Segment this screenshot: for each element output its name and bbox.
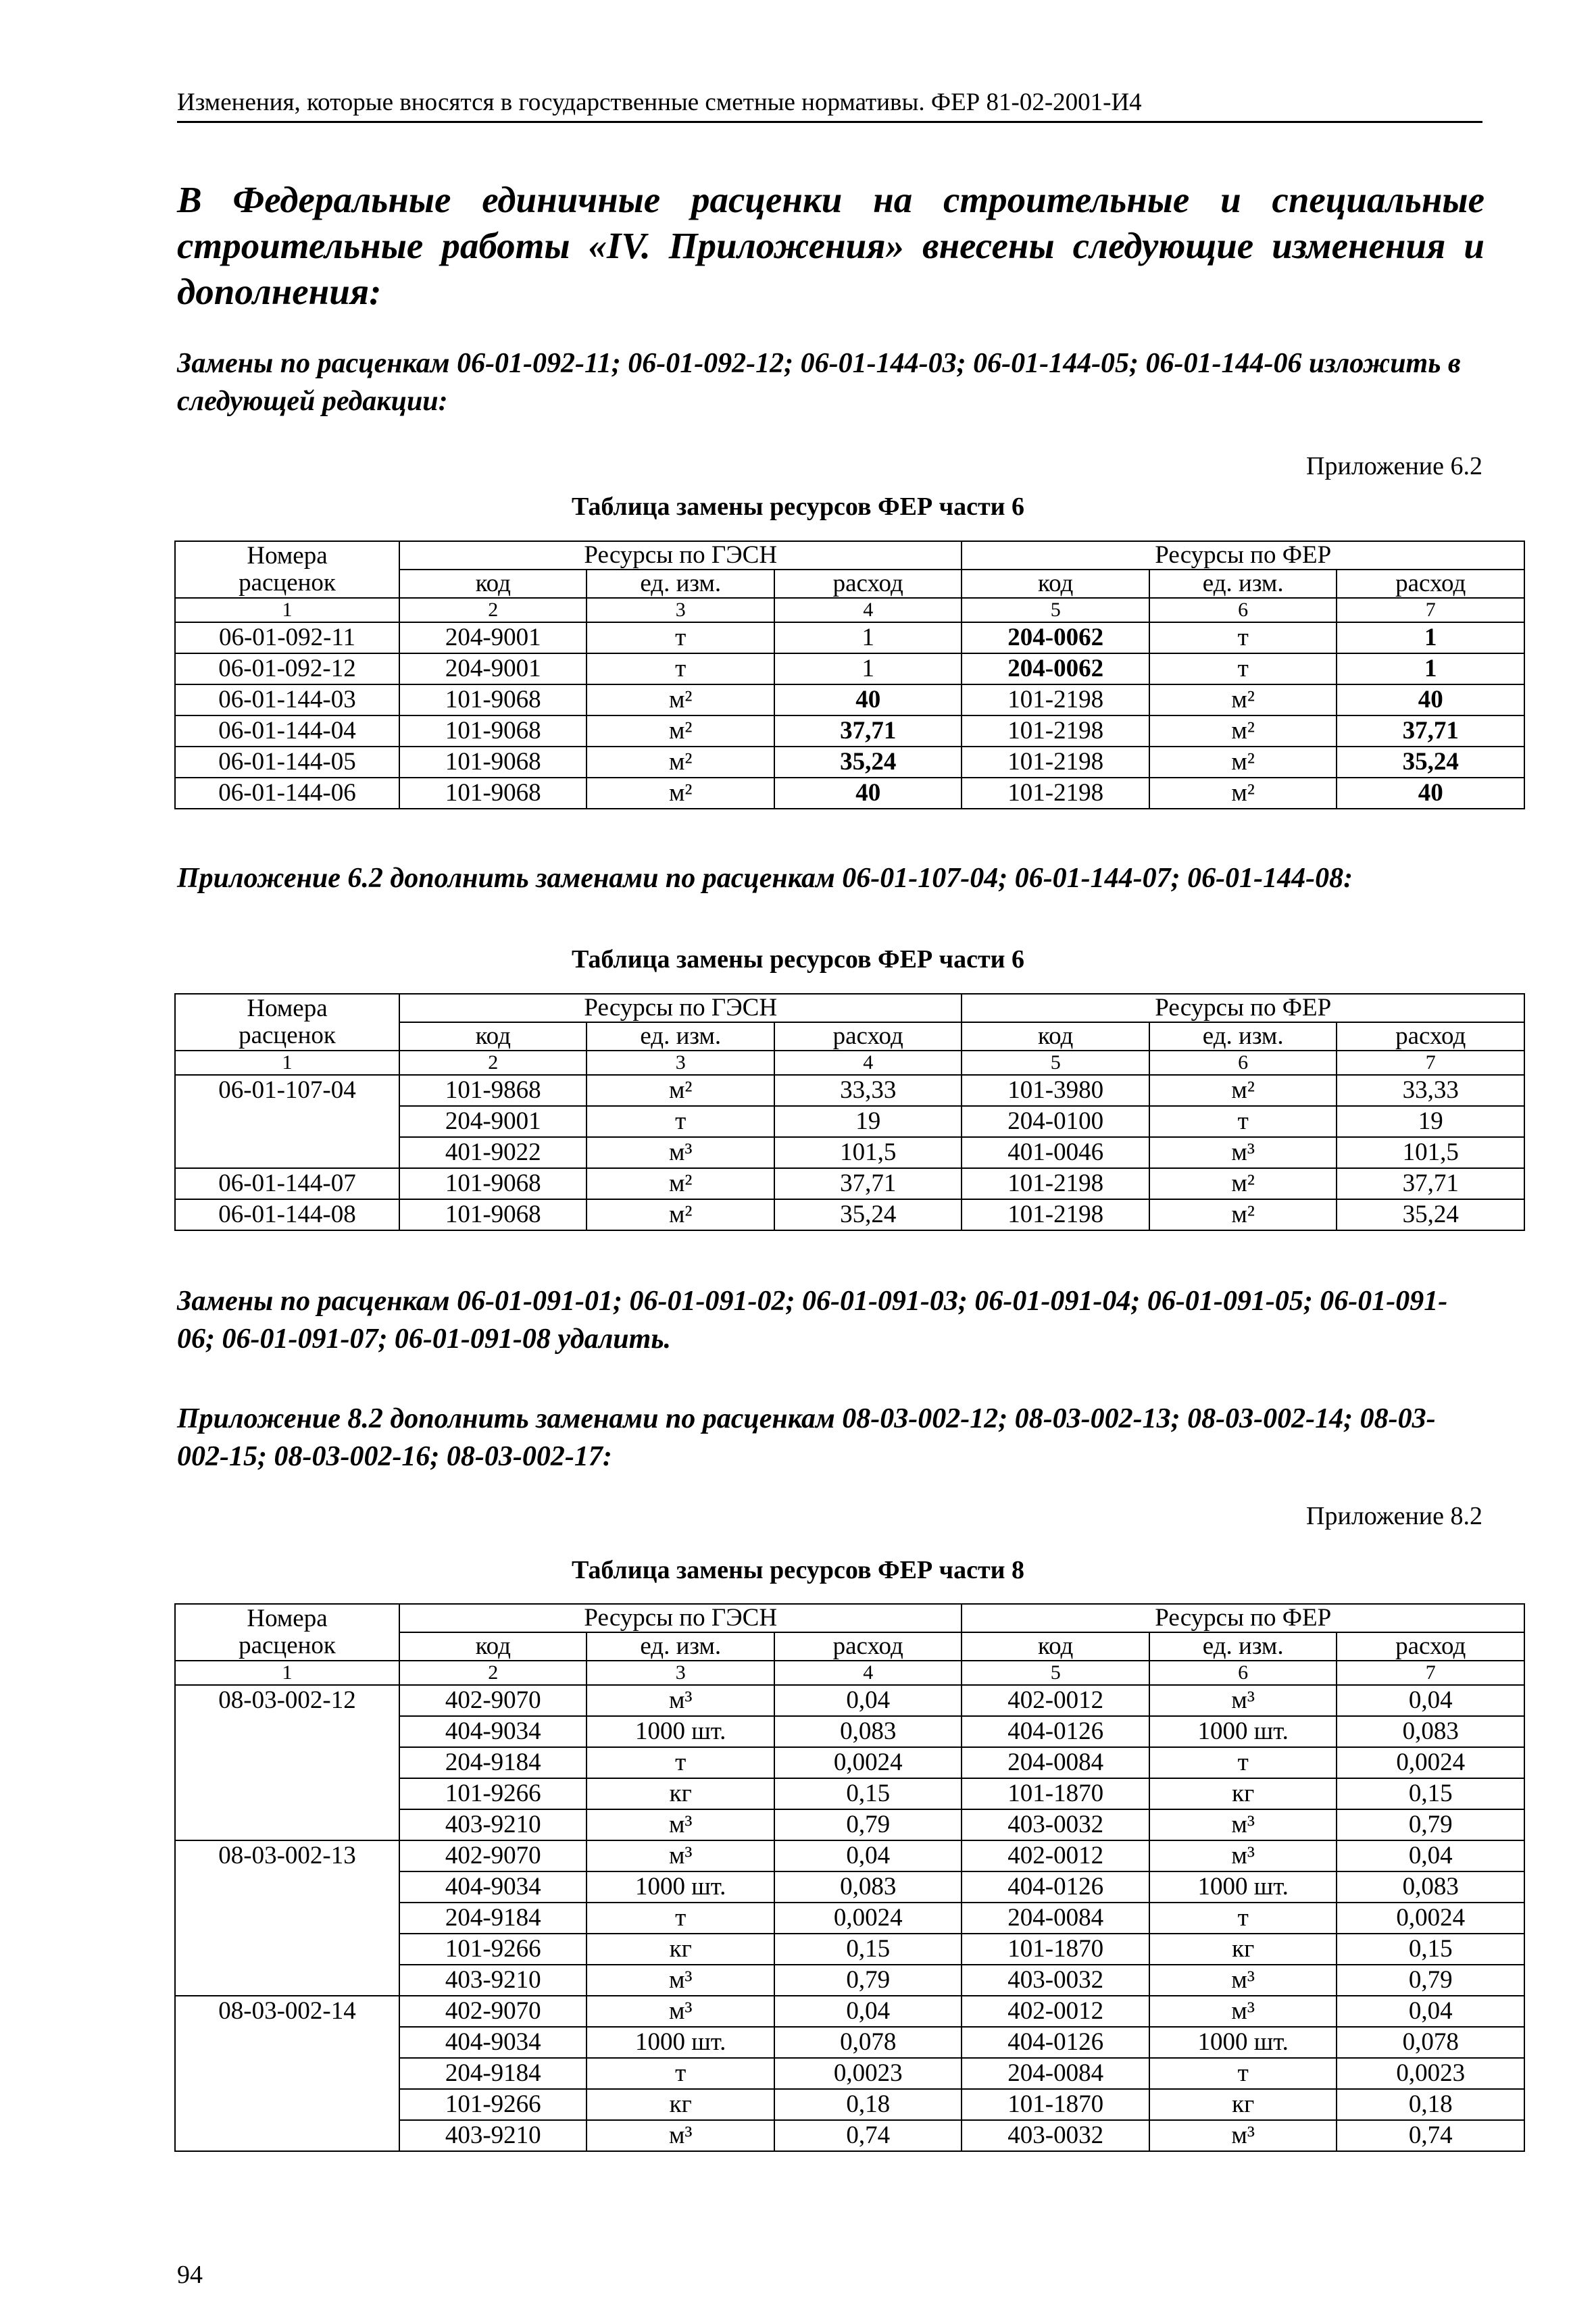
header-fer: Ресурсы по ФЕР <box>962 541 1524 570</box>
gesn-code-cell: 402-9070 <box>399 1685 587 1716</box>
gesn-code-cell: 404-9034 <box>399 1716 587 1747</box>
gesn-qty-cell: 35,24 <box>774 747 962 778</box>
fer-code-cell: 204-0084 <box>962 1747 1149 1778</box>
header-rates-line2: расценок <box>239 1632 336 1659</box>
table-row <box>175 1075 1524 1106</box>
column-number-row <box>175 1051 1524 1075</box>
gesn-unit-cell: т <box>587 1747 774 1778</box>
fer-unit-cell: м³ <box>1149 1685 1337 1716</box>
fer-unit-cell: м² <box>1149 1168 1337 1199</box>
fer-code-cell: 101-2198 <box>962 684 1149 715</box>
fer-code-cell: 404-0126 <box>962 1716 1149 1747</box>
gesn-qty-cell: 40 <box>774 684 962 715</box>
header-rates-line1: Номера <box>247 1605 328 1632</box>
gesn-unit-cell: т <box>587 2058 774 2089</box>
fer-unit-cell: кг <box>1149 2089 1337 2120</box>
appendix-label-6-2: Приложение 6.2 <box>1306 452 1482 480</box>
fer-unit-cell: м³ <box>1149 1996 1337 2027</box>
gesn-unit-cell: м³ <box>587 1137 774 1168</box>
subheader-cell: ед. изм. <box>1149 570 1337 598</box>
rate-number-cell: 06-01-144-03 <box>175 684 399 715</box>
fer-qty-cell: 0,15 <box>1337 1934 1524 1965</box>
column-number-cell: 1 <box>175 598 399 622</box>
header-gesn: Ресурсы по ГЭСН <box>399 994 962 1022</box>
fer-qty-cell: 1 <box>1337 653 1524 684</box>
header-gesn: Ресурсы по ГЭСН <box>399 541 962 570</box>
gesn-code-cell: 403-9210 <box>399 1809 587 1840</box>
main-title: В Федеральные единичные расценки на строительные и специальные строительные работы «IV. Приложения» внесены следующие изменения и дополнения: <box>177 179 1485 312</box>
header-rates <box>175 1604 399 1661</box>
fer-code-cell: 402-0012 <box>962 1685 1149 1716</box>
table-row <box>175 1168 1524 1199</box>
gesn-qty-cell: 0,74 <box>774 2120 962 2151</box>
page-number: 94 <box>177 2261 203 2289</box>
gesn-unit-cell: м³ <box>587 1685 774 1716</box>
column-number-cell: 2 <box>399 1051 587 1075</box>
gesn-unit-cell: кг <box>587 1934 774 1965</box>
gesn-unit-cell: 1000 шт. <box>587 1871 774 1903</box>
fer-unit-cell: м² <box>1149 715 1337 747</box>
fer-qty-cell: 35,24 <box>1337 1199 1524 1230</box>
fer-unit-cell: м² <box>1149 684 1337 715</box>
fer-qty-cell: 0,04 <box>1337 1685 1524 1716</box>
subheader-cell: расход <box>1337 1022 1524 1051</box>
fer-code-cell: 204-0100 <box>962 1106 1149 1137</box>
gesn-unit-cell: м³ <box>587 1965 774 1996</box>
fer-qty-cell: 0,15 <box>1337 1778 1524 1809</box>
rate-number-cell: 08-03-002-14 <box>175 1996 399 2151</box>
fer-qty-cell: 0,0024 <box>1337 1903 1524 1934</box>
fer-code-cell: 101-1870 <box>962 2089 1149 2120</box>
table-row <box>175 1840 1524 1871</box>
table-row <box>175 1685 1524 1716</box>
gesn-qty-cell: 37,71 <box>774 1168 962 1199</box>
fer-unit-cell: 1000 шт. <box>1149 2027 1337 2058</box>
subheader-cell: ед. изм. <box>587 1022 774 1051</box>
fer-unit-cell: т <box>1149 2058 1337 2089</box>
fer-code-cell: 404-0126 <box>962 2027 1149 2058</box>
section4-text: Приложение 8.2 дополнить заменами по расценкам 08-03-002-12; 08-03-002-13; 08-03-002-14; 08-03-002-15; 08-03-002-16; 08-03-002-17: <box>177 1403 1436 1472</box>
table-row <box>175 1996 1524 2027</box>
fer-qty-cell: 35,24 <box>1337 747 1524 778</box>
gesn-unit-cell: м² <box>587 1075 774 1106</box>
fer-unit-cell: кг <box>1149 1778 1337 1809</box>
rate-number-cell: 06-01-144-04 <box>175 715 399 747</box>
subheader-cell: код <box>399 570 587 598</box>
fer-code-cell: 404-0126 <box>962 1871 1149 1903</box>
fer-code-cell: 101-1870 <box>962 1778 1149 1809</box>
fer-qty-cell: 0,04 <box>1337 1840 1524 1871</box>
column-number-cell: 5 <box>962 1051 1149 1075</box>
header-row <box>175 994 1524 1022</box>
rate-number-cell: 06-01-107-04 <box>175 1075 399 1168</box>
header-gesn: Ресурсы по ГЭСН <box>399 1604 962 1632</box>
fer-qty-cell: 37,71 <box>1337 715 1524 747</box>
header-row <box>175 1604 1524 1632</box>
gesn-code-cell: 404-9034 <box>399 2027 587 2058</box>
column-number-cell: 7 <box>1337 1051 1524 1075</box>
fer-qty-cell: 0,083 <box>1337 1716 1524 1747</box>
subheader-cell: расход <box>1337 570 1524 598</box>
gesn-qty-cell: 101,5 <box>774 1137 962 1168</box>
gesn-code-cell: 204-9184 <box>399 2058 587 2089</box>
gesn-qty-cell: 0,04 <box>774 1996 962 2027</box>
fer-code-cell: 402-0012 <box>962 1840 1149 1871</box>
fer-code-cell: 402-0012 <box>962 1996 1149 2027</box>
subheader-cell: код <box>399 1632 587 1661</box>
gesn-qty-cell: 0,15 <box>774 1778 962 1809</box>
fer-unit-cell: м² <box>1149 778 1337 809</box>
fer-code-cell: 101-2198 <box>962 1199 1149 1230</box>
appendix-label-8-2: Приложение 8.2 <box>1306 1502 1482 1530</box>
replacement-table-3 <box>174 1603 1525 2152</box>
gesn-qty-cell: 0,083 <box>774 1716 962 1747</box>
gesn-unit-cell: м³ <box>587 1840 774 1871</box>
rate-number-cell: 06-01-092-11 <box>175 622 399 653</box>
column-number-cell: 3 <box>587 1051 774 1075</box>
table-row <box>175 778 1524 809</box>
fer-unit-cell: м² <box>1149 747 1337 778</box>
gesn-unit-cell: м² <box>587 1168 774 1199</box>
fer-code-cell: 403-0032 <box>962 1965 1149 1996</box>
fer-qty-cell: 0,18 <box>1337 2089 1524 2120</box>
fer-code-cell: 204-0062 <box>962 653 1149 684</box>
fer-unit-cell: м² <box>1149 1075 1337 1106</box>
fer-qty-cell: 0,0023 <box>1337 2058 1524 2089</box>
subheader-cell: ед. изм. <box>1149 1632 1337 1661</box>
replacement-table-2 <box>174 993 1525 1231</box>
column-number-cell: 1 <box>175 1051 399 1075</box>
fer-qty-cell: 19 <box>1337 1106 1524 1137</box>
fer-code-cell: 101-1870 <box>962 1934 1149 1965</box>
subheader-cell: расход <box>774 570 962 598</box>
gesn-code-cell: 403-9210 <box>399 1965 587 1996</box>
gesn-code-cell: 404-9034 <box>399 1871 587 1903</box>
gesn-qty-cell: 0,04 <box>774 1840 962 1871</box>
fer-code-cell: 204-0084 <box>962 2058 1149 2089</box>
gesn-code-cell: 402-9070 <box>399 1840 587 1871</box>
fer-code-cell: 101-2198 <box>962 715 1149 747</box>
fer-code-cell: 204-0062 <box>962 622 1149 653</box>
column-number-cell: 7 <box>1337 1661 1524 1685</box>
gesn-code-cell: 101-9266 <box>399 1934 587 1965</box>
running-header: Изменения, которые вносятся в государственные сметные нормативы. ФЕР 81-02-2001-И4 <box>177 88 1482 123</box>
gesn-unit-cell: т <box>587 622 774 653</box>
header-rates-line1: Номера <box>247 995 328 1022</box>
table3-title: Таблица замены ресурсов ФЕР части 8 <box>571 1556 1025 1584</box>
gesn-code-cell: 403-9210 <box>399 2120 587 2151</box>
fer-qty-cell: 101,5 <box>1337 1137 1524 1168</box>
fer-qty-cell: 37,71 <box>1337 1168 1524 1199</box>
column-number-cell: 1 <box>175 1661 399 1685</box>
gesn-qty-cell: 0,18 <box>774 2089 962 2120</box>
section1-text: Замены по расценкам 06-01-092-11; 06-01-092-12; 06-01-144-03; 06-01-144-05; 06-01-144-06 изложить в следующей редакции: <box>177 348 1461 417</box>
fer-code-cell: 401-0046 <box>962 1137 1149 1168</box>
fer-qty-cell: 0,078 <box>1337 2027 1524 2058</box>
gesn-qty-cell: 0,15 <box>774 1934 962 1965</box>
subheader-cell: расход <box>774 1632 962 1661</box>
header-rates-line2: расценок <box>239 569 336 597</box>
header-rates-line1: Номера <box>247 542 328 570</box>
fer-qty-cell: 33,33 <box>1337 1075 1524 1106</box>
subheader-cell: ед. изм. <box>587 1632 774 1661</box>
fer-unit-cell: т <box>1149 622 1337 653</box>
gesn-code-cell: 402-9070 <box>399 1996 587 2027</box>
gesn-qty-cell: 0,04 <box>774 1685 962 1716</box>
gesn-code-cell: 101-9266 <box>399 2089 587 2120</box>
fer-code-cell: 403-0032 <box>962 1809 1149 1840</box>
gesn-code-cell: 101-9068 <box>399 1199 587 1230</box>
gesn-code-cell: 101-9068 <box>399 747 587 778</box>
replacement-table-1 <box>174 540 1525 809</box>
column-number-cell: 5 <box>962 1661 1149 1685</box>
gesn-unit-cell: м³ <box>587 1996 774 2027</box>
fer-qty-cell: 0,74 <box>1337 2120 1524 2151</box>
header-fer: Ресурсы по ФЕР <box>962 994 1524 1022</box>
fer-qty-cell: 0,79 <box>1337 1809 1524 1840</box>
section3-text: Замены по расценкам 06-01-091-01; 06-01-091-02; 06-01-091-03; 06-01-091-04; 06-01-091-05; 06-01-091-06; 06-01-091-07; 06-01-091-08 удалить. <box>177 1286 1448 1355</box>
fer-unit-cell: кг <box>1149 1934 1337 1965</box>
gesn-qty-cell: 0,0023 <box>774 2058 962 2089</box>
header-rates-line2: расценок <box>239 1022 336 1049</box>
fer-unit-cell: м³ <box>1149 1840 1337 1871</box>
subheader-cell: расход <box>1337 1632 1524 1661</box>
column-number-cell: 5 <box>962 598 1149 622</box>
fer-unit-cell: 1000 шт. <box>1149 1871 1337 1903</box>
header-rates <box>175 994 399 1051</box>
fer-unit-cell: м² <box>1149 1199 1337 1230</box>
gesn-code-cell: 101-9266 <box>399 1778 587 1809</box>
fer-unit-cell: м³ <box>1149 1137 1337 1168</box>
subheader-cell: код <box>962 1022 1149 1051</box>
rate-number-cell: 08-03-002-12 <box>175 1685 399 1840</box>
gesn-qty-cell: 0,078 <box>774 2027 962 2058</box>
gesn-code-cell: 101-9868 <box>399 1075 587 1106</box>
fer-qty-cell: 0,083 <box>1337 1871 1524 1903</box>
table-row <box>175 684 1524 715</box>
gesn-code-cell: 204-9001 <box>399 1106 587 1137</box>
gesn-unit-cell: м² <box>587 778 774 809</box>
fer-qty-cell: 0,79 <box>1337 1965 1524 1996</box>
section2-text: Приложение 6.2 дополнить заменами по расценкам 06-01-107-04; 06-01-144-07; 06-01-144-08: <box>177 863 1353 894</box>
rate-number-cell: 06-01-144-08 <box>175 1199 399 1230</box>
gesn-unit-cell: кг <box>587 1778 774 1809</box>
table-row <box>175 715 1524 747</box>
column-number-cell: 2 <box>399 598 587 622</box>
gesn-qty-cell: 40 <box>774 778 962 809</box>
fer-qty-cell: 40 <box>1337 684 1524 715</box>
gesn-unit-cell: 1000 шт. <box>587 1716 774 1747</box>
fer-unit-cell: м³ <box>1149 2120 1337 2151</box>
fer-qty-cell: 40 <box>1337 778 1524 809</box>
rate-number-cell: 06-01-144-07 <box>175 1168 399 1199</box>
table1-title: Таблица замены ресурсов ФЕР части 6 <box>571 493 1025 521</box>
table-row <box>175 747 1524 778</box>
column-number-row <box>175 1661 1524 1685</box>
fer-code-cell: 204-0084 <box>962 1903 1149 1934</box>
gesn-qty-cell: 35,24 <box>774 1199 962 1230</box>
column-number-cell: 6 <box>1149 1661 1337 1685</box>
column-number-row <box>175 598 1524 622</box>
gesn-unit-cell: м³ <box>587 2120 774 2151</box>
gesn-unit-cell: 1000 шт. <box>587 2027 774 2058</box>
gesn-qty-cell: 1 <box>774 653 962 684</box>
header-fer: Ресурсы по ФЕР <box>962 1604 1524 1632</box>
gesn-code-cell: 204-9184 <box>399 1747 587 1778</box>
fer-qty-cell: 0,0024 <box>1337 1747 1524 1778</box>
gesn-code-cell: 204-9184 <box>399 1903 587 1934</box>
fer-qty-cell: 1 <box>1337 622 1524 653</box>
rate-number-cell: 06-01-092-12 <box>175 653 399 684</box>
fer-code-cell: 101-2198 <box>962 1168 1149 1199</box>
gesn-qty-cell: 0,79 <box>774 1809 962 1840</box>
fer-unit-cell: 1000 шт. <box>1149 1716 1337 1747</box>
column-number-cell: 6 <box>1149 1051 1337 1075</box>
gesn-unit-cell: т <box>587 653 774 684</box>
fer-unit-cell: т <box>1149 1747 1337 1778</box>
subheader-cell: код <box>962 570 1149 598</box>
gesn-qty-cell: 19 <box>774 1106 962 1137</box>
gesn-unit-cell: м² <box>587 747 774 778</box>
subheader-cell: код <box>962 1632 1149 1661</box>
subheader-cell: расход <box>774 1022 962 1051</box>
gesn-unit-cell: т <box>587 1903 774 1934</box>
fer-qty-cell: 0,04 <box>1337 1996 1524 2027</box>
gesn-unit-cell: м² <box>587 715 774 747</box>
gesn-code-cell: 204-9001 <box>399 653 587 684</box>
table-row <box>175 653 1524 684</box>
subheader-cell: код <box>399 1022 587 1051</box>
subheader-cell: ед. изм. <box>587 570 774 598</box>
gesn-qty-cell: 0,79 <box>774 1965 962 1996</box>
fer-unit-cell: м³ <box>1149 1965 1337 1996</box>
gesn-qty-cell: 1 <box>774 622 962 653</box>
gesn-code-cell: 101-9068 <box>399 778 587 809</box>
gesn-unit-cell: м² <box>587 1199 774 1230</box>
gesn-qty-cell: 0,083 <box>774 1871 962 1903</box>
column-number-cell: 3 <box>587 598 774 622</box>
gesn-qty-cell: 37,71 <box>774 715 962 747</box>
fer-unit-cell: т <box>1149 1903 1337 1934</box>
table-row <box>175 1199 1524 1230</box>
fer-code-cell: 101-3980 <box>962 1075 1149 1106</box>
gesn-unit-cell: м² <box>587 684 774 715</box>
header-row <box>175 541 1524 570</box>
gesn-unit-cell: кг <box>587 2089 774 2120</box>
subheader-cell: ед. изм. <box>1149 1022 1337 1051</box>
column-number-cell: 3 <box>587 1661 774 1685</box>
gesn-code-cell: 204-9001 <box>399 622 587 653</box>
rate-number-cell: 06-01-144-05 <box>175 747 399 778</box>
rate-number-cell: 06-01-144-06 <box>175 778 399 809</box>
fer-code-cell: 101-2198 <box>962 747 1149 778</box>
gesn-unit-cell: м³ <box>587 1809 774 1840</box>
column-number-cell: 4 <box>774 1661 962 1685</box>
gesn-code-cell: 101-9068 <box>399 715 587 747</box>
fer-unit-cell: м³ <box>1149 1809 1337 1840</box>
gesn-qty-cell: 0,0024 <box>774 1747 962 1778</box>
fer-unit-cell: т <box>1149 653 1337 684</box>
table2-title: Таблица замены ресурсов ФЕР части 6 <box>571 945 1025 974</box>
column-number-cell: 7 <box>1337 598 1524 622</box>
gesn-qty-cell: 33,33 <box>774 1075 962 1106</box>
header-rates <box>175 541 399 598</box>
gesn-unit-cell: т <box>587 1106 774 1137</box>
column-number-cell: 2 <box>399 1661 587 1685</box>
gesn-code-cell: 101-9068 <box>399 1168 587 1199</box>
gesn-qty-cell: 0,0024 <box>774 1903 962 1934</box>
column-number-cell: 4 <box>774 1051 962 1075</box>
gesn-code-cell: 101-9068 <box>399 684 587 715</box>
column-number-cell: 4 <box>774 598 962 622</box>
rate-number-cell: 08-03-002-13 <box>175 1840 399 1996</box>
fer-unit-cell: т <box>1149 1106 1337 1137</box>
column-number-cell: 6 <box>1149 598 1337 622</box>
fer-code-cell: 101-2198 <box>962 778 1149 809</box>
table-row <box>175 622 1524 653</box>
gesn-code-cell: 401-9022 <box>399 1137 587 1168</box>
fer-code-cell: 403-0032 <box>962 2120 1149 2151</box>
